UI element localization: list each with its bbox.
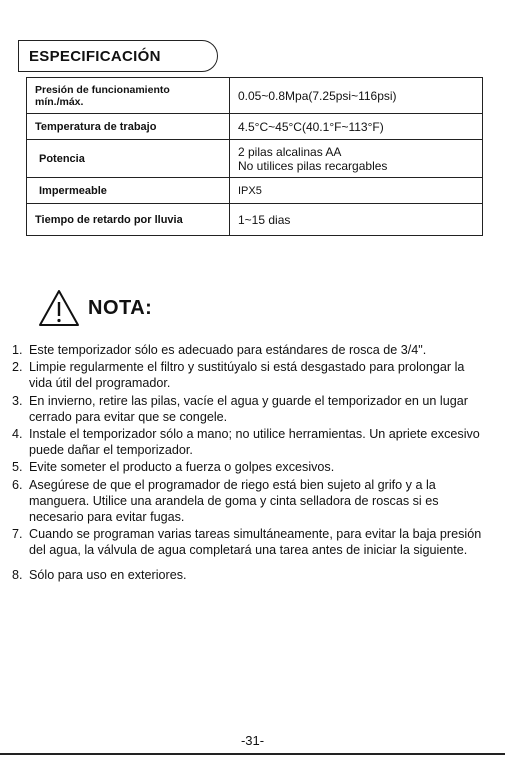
spec-key: Temperatura de trabajo <box>27 114 230 140</box>
list-item: 5. Evite someter el producto a fuerza o golpes excesivos. <box>12 460 335 475</box>
spec-value: 1~15 dias <box>230 204 483 236</box>
spec-value: 0.05~0.8Mpa(7.25psi~116psi) <box>230 78 483 114</box>
list-item: 4. Instale el temporizador sólo a mano; no utilice herramientas. Un apriete excesivo puede dañar el temporizador. <box>12 427 480 458</box>
spec-row-power <box>27 140 483 178</box>
spec-key: Presión de funcionamiento mín./máx. <box>27 78 230 114</box>
spec-row-rain-delay <box>27 204 483 236</box>
spec-row-pressure <box>27 78 483 114</box>
spec-key: Tiempo de retardo por lluvia <box>27 204 230 236</box>
list-item: 7. Cuando se programan varias tareas simultáneamente, para evitar la baja presión del agua, la válvula de agua completará una tarea antes de iniciar la siguiente. <box>12 527 482 558</box>
notes-list <box>12 342 490 584</box>
spec-title: ESPECIFICACIÓN <box>29 47 161 65</box>
spec-value: 4.5°C~45°C(40.1°F~113°F) <box>230 114 483 140</box>
list-item: 2. Limpie regularmente el filtro y sustitúyalo si está desgastado para prolongar la vida útil del programador. <box>12 360 465 391</box>
warning-icon <box>38 289 80 327</box>
bottom-rule <box>0 753 505 755</box>
spec-row-temperature <box>27 114 483 140</box>
spec-value: IPX5 <box>230 178 483 204</box>
list-item: 3. En invierno, retire las pilas, vacíe el agua y guarde el temporizador en un lugar cerrado para evitar que se congele. <box>12 393 468 424</box>
list-item: 1. Este temporizador sólo es adecuado para estándares de rosca de 3/4". <box>12 343 427 357</box>
nota-label: NOTA: <box>88 296 153 319</box>
spec-key: Impermeable <box>27 178 230 204</box>
spec-table <box>26 77 483 236</box>
list-item: 8. Sólo para uso en exteriores. <box>12 567 187 582</box>
spec-row-waterproof <box>27 178 483 204</box>
nota-heading <box>38 288 152 328</box>
spec-header <box>18 40 218 72</box>
spec-value: 2 pilas alcalinas AA No utilices pilas recargables <box>230 140 483 178</box>
spec-key: Potencia <box>27 140 230 178</box>
list-item: 6. Asegúrese de que el programador de riego está bien sujeto al grifo y a la manguera. Utilice una arandela de goma y cinta selladora de roscas si es necesario para evitar fugas. <box>12 477 439 525</box>
page-number: -31- <box>240 733 265 748</box>
